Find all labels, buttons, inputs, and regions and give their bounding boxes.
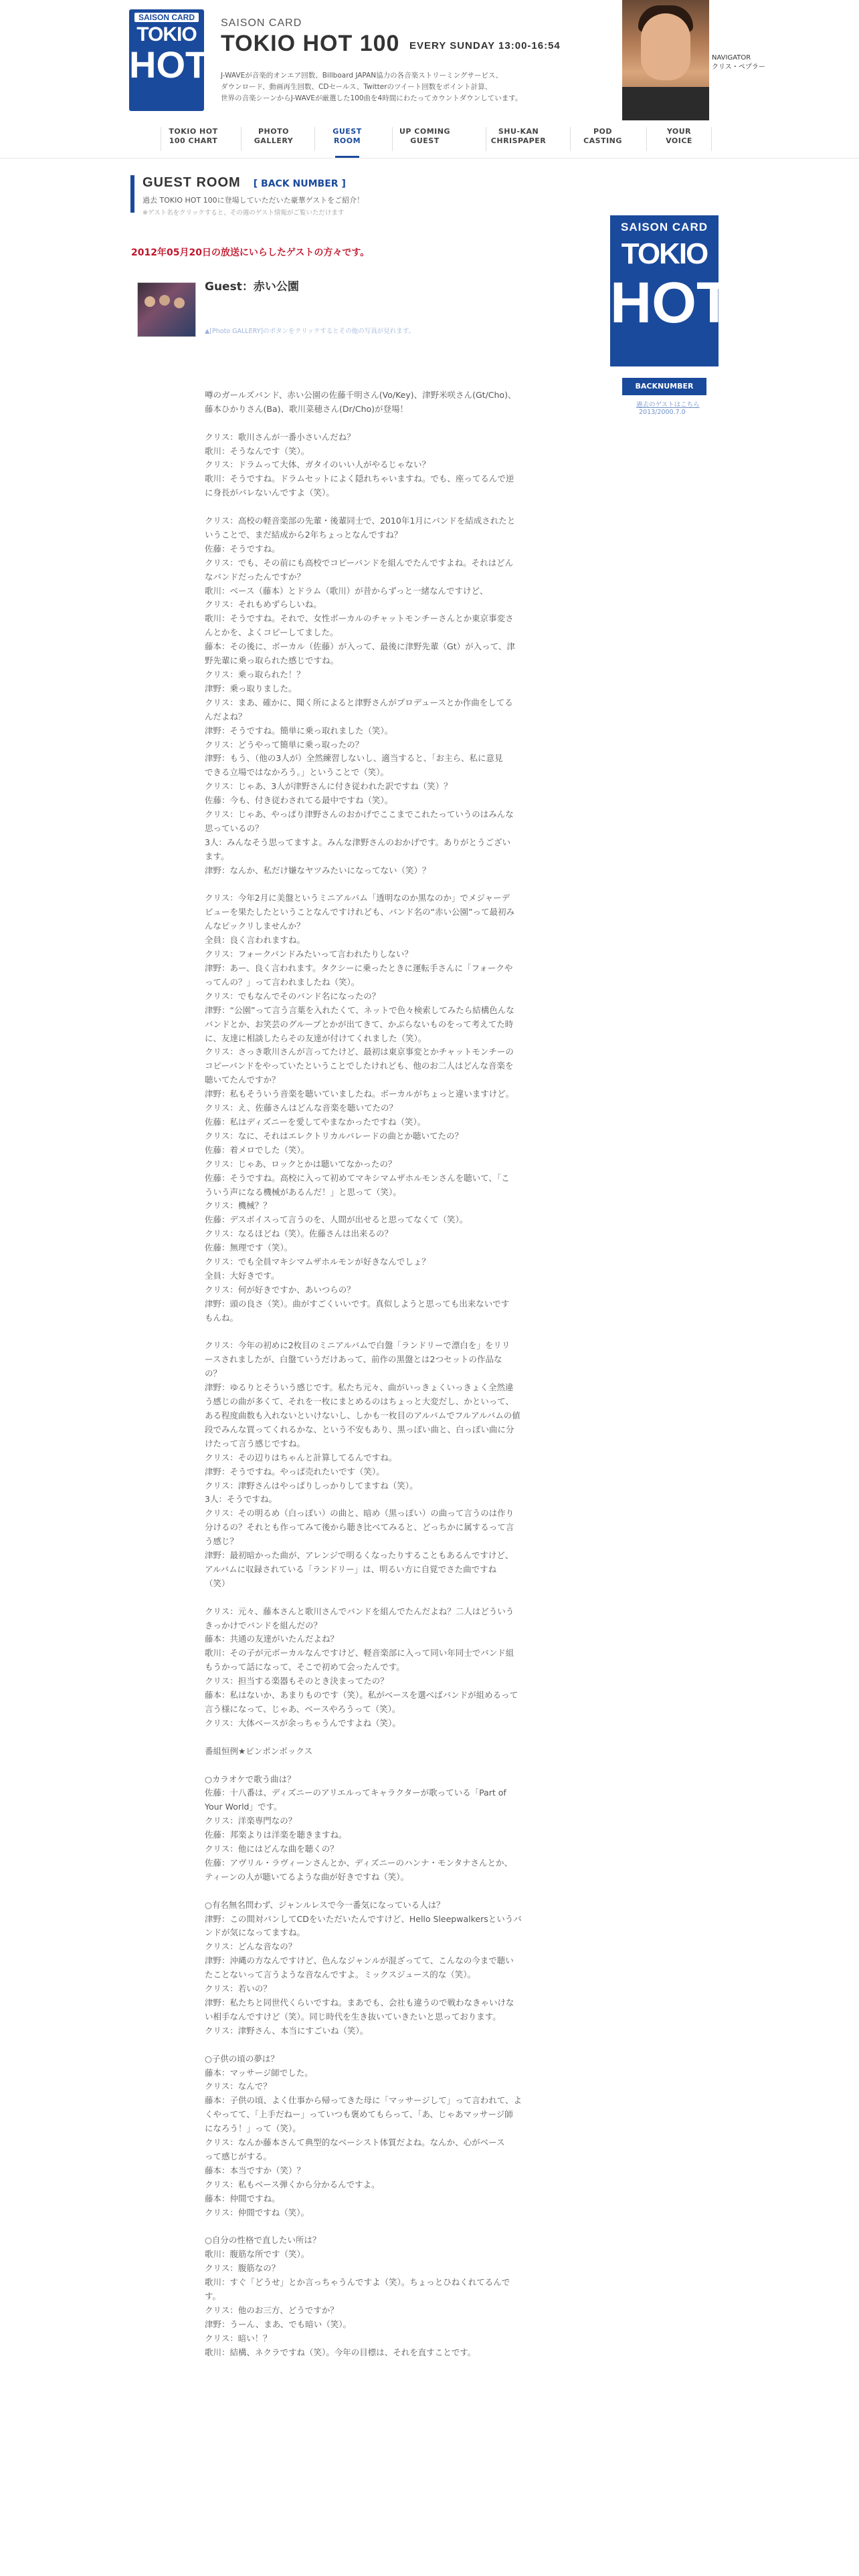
interview-line: 津野：うーん、まあ、でも暗い（笑）。 <box>205 2319 352 2329</box>
member-face <box>145 296 155 307</box>
interview-line: クリス：でもなんでそのバンド名になったの？ <box>205 990 381 1001</box>
interview-line: 津野：もう、（他の3人が）全然練習しないし、適当すると、「お主ら、私に意見 <box>205 753 503 764</box>
navigator-label <box>712 53 765 72</box>
interview-line: 津野：私もそういう音楽を聴いていましたね。ボーカルがちょっと違いますけど。 <box>205 1089 514 1099</box>
interview-line: クリス：他にはどんな曲を聴くの？ <box>205 1844 339 1854</box>
interview-line: クリス：大体ベースが余っちゃうんですよね（笑）。 <box>205 1717 401 1728</box>
interview-line: 言う様になって、じゃあ、ベースやろうって（笑）。 <box>205 1704 401 1714</box>
photo-gallery-note: ▲[Photo GALLERY]のボタンをクリックするとその他の写真が見れます。 <box>205 328 415 335</box>
interview-line: クリス：なんか藤本さんて典型的なベーシスト体質だよね。なんか、心がベース <box>205 2137 505 2148</box>
interview-line: 津野：頭の良さ（笑）。曲がすごくいいです。真似しようと思っても出来ないです <box>205 1298 510 1309</box>
interview-line: クリス：洋楽専門なの？ <box>205 1816 297 1826</box>
description-line: ダウンロード、動画再生回数、CDセールス、Twitterのツイート回数をポイント計算、 <box>221 83 492 91</box>
nav-label-line1: SHU-KAN <box>498 127 539 136</box>
interview-line: なバンドだったんですか？ <box>205 571 306 582</box>
sidebar-date-text: 2013/2000.7.0 <box>639 409 686 416</box>
interview-line: 歌川：そうですね。それで、女性ボーカルのチャットモンチーさんとか東京事変さ <box>205 613 514 624</box>
interview-line: 3人：そうですね。 <box>205 1494 277 1505</box>
nav-guest-room[interactable] <box>314 127 379 151</box>
interview-line: クリス：なに、それはエレクトリカルパレードの曲とか聴いてたの？ <box>205 1130 464 1141</box>
interview-line: クリス：津野さん、本当にすごいね（笑）。 <box>205 2025 369 2036</box>
nav-label-line2: GUEST <box>410 136 440 145</box>
interview-line: きっかけでバンドを組んだの？ <box>205 1620 322 1630</box>
interview-line: 津野：そうですね。簡単に乗っ取れました（笑）。 <box>205 725 393 736</box>
paragraph-gap <box>205 1591 539 1605</box>
interview-line: に、友達に相談したらその友達が付けてくれました（笑）。 <box>205 1033 427 1043</box>
guest-photo-thumbnail[interactable] <box>137 282 196 337</box>
interview-line: う感じの曲が多くて、それを一枚にまとめるのはちょっと大変だし、かといって、 <box>205 1396 514 1407</box>
interview-line: クリス：まあ、確かに、聞く所によると津野さんがプロデュースとか作曲をしてる <box>205 697 513 708</box>
guest-room-heading <box>130 175 365 217</box>
sidebar-logo-saison-card: SAISON CARD <box>620 221 708 233</box>
brand-title: TOKIO HOT 100 <box>221 31 400 56</box>
navigator-title: NAVIGATOR <box>712 54 751 62</box>
member-face <box>174 298 185 308</box>
interview-line: コピーバンドをやっていたということでしたけれども、他のお二人はどんな音楽を <box>205 1061 514 1071</box>
interview-line: クリス：さっき歌川さんが言ってたけど、最初は東京事変とかチャットモンチーの <box>205 1047 514 1057</box>
interview-line: 佐藤：デスボイスって言うのを、人間が出せると思ってなくて（笑）。 <box>205 1214 468 1225</box>
interview-line: んなピックリしませんか？ <box>205 921 305 932</box>
interview-line: たことないって言うような音なんですよ。ミックスジュース的な（笑）。 <box>205 1969 476 1980</box>
site-header <box>0 0 859 120</box>
interview-line: クリス：乗っ取られた！？ <box>205 669 305 679</box>
interview-line: クリス：どんな音なの？ <box>205 1941 297 1952</box>
paragraph-gap <box>205 374 539 389</box>
logo-saison-card: SAISON CARD <box>134 13 199 22</box>
nav-label-line1: YOUR <box>666 127 692 136</box>
page-note: ※ゲスト名をクリックすると、その週のゲスト情報がご覧いただけます <box>142 209 345 217</box>
broadcast-schedule: EVERY SUNDAY 13:00-16:54 <box>409 40 561 51</box>
sidebar-logo-hot: HOT <box>610 271 732 335</box>
interview-line: 藤本：マッサージ師でした。 <box>205 2067 313 2078</box>
interview-line: 聴いてたんですか？ <box>205 1075 280 1085</box>
interview-line: アルバムに収録されている「ランドリー」は、明るい方に自覚でさた曲ですね <box>205 1564 497 1574</box>
member-face <box>159 295 170 306</box>
interview-line: 津野：私たちと同世代くらいですね。まあでも、会社も違うので戦わなきゃいけな <box>205 1997 514 2008</box>
interview-line: ティーンの人が聴いてるような曲が好きですね（笑）。 <box>205 1871 409 1882</box>
interview-line: って感じがする。 <box>205 2151 272 2161</box>
nav-shukan-chrispaper[interactable] <box>486 127 551 151</box>
nav-photo-gallery[interactable] <box>241 127 306 151</box>
paragraph-gap <box>205 1759 539 1773</box>
interview-line: クリス：今年2月に美盤というミニアルバム「透明なのか黒なのか」でメジャーデ <box>205 893 510 903</box>
interview-line: 歌川：ベース（藤本）とドラム（歌川）が昔からずっと一緒なんですけど、 <box>205 585 488 596</box>
interview-line: ビューを果たしたということなんですけれども、バンド名の“赤い公園”って最初み <box>205 907 514 918</box>
interview-line: 津野：沖縄の方なんですけど、色んなジャンルが混ざってて、こんなの今まで聴い <box>205 1955 514 1966</box>
interview-line: んとかを、よくコピーしてました。 <box>205 627 339 638</box>
interview-line: クリス：ドラムって大体、ガタイのいい人がやるじゃない？ <box>205 459 431 470</box>
tokio-hot-100-logo[interactable] <box>129 9 209 111</box>
nav-label-line2: CHRISPAPER <box>490 136 547 145</box>
guest-name: Guest：赤い公園 <box>205 280 299 294</box>
main-navigation <box>0 120 859 158</box>
interview-line: 3人：みんなそう思ってますよ。みんな津野さんのおかげです。ありがとうござい <box>205 837 510 847</box>
paragraph-gap <box>205 500 539 514</box>
interview-line: クリス：仲間ですね（笑）。 <box>205 2207 310 2218</box>
interview-line: 津野：ゆるりとそういう感じです。私たち元々、曲がいっきょくいっきょく全然違 <box>205 1382 514 1393</box>
navigator-photo <box>622 0 709 120</box>
interview-line: クリス：その明るめ（白っぽい）の曲と、暗め（黒っぽい）の曲って言うのは作り <box>205 1508 514 1519</box>
backnumber-button[interactable]: BACKNUMBER <box>622 378 706 395</box>
nav-label-line1: PHOTO <box>258 127 289 136</box>
interview-line: 津野：あー、良く言われます。タクシーに乗ったときに運転手さんに「フォークや <box>205 963 513 973</box>
interview-line: 佐藤：着メロでした（笑）。 <box>205 1144 310 1155</box>
interview-line: 佐藤：そうですね。高校に入って初めてマキシマムザホルモンさんを聴いて、「こ <box>205 1172 510 1183</box>
interview-line: 藤本ひかりさん(Ba)、歌川菜穂さん(Dr/Cho)が登場！ <box>205 403 409 414</box>
nav-label-line1: UP COMING <box>399 127 451 136</box>
interview-line: ースされましたが、白盤ていうだけあって、前作の黒盤とは2つセットの作品な <box>205 1354 502 1365</box>
interview-line: クリス：腹筋なの？ <box>205 2263 280 2274</box>
interview-line: 佐藤：今も、付き従わされてる最中ですね（笑）。 <box>205 795 393 806</box>
interview-line: もうかって話になって、そこで初めて会ったんです。 <box>205 1662 405 1673</box>
interview-line: クリス：私もベース弾くから分かるんですよ。 <box>205 2179 380 2189</box>
interview-line: けたって言う感じですね。 <box>205 1438 306 1448</box>
interview-line: 佐藤：アヴリル・ラヴィーンさんとか、ディズニーのハンナ・モンタナさんとか、 <box>205 1857 513 1868</box>
interview-line: 歌川：結構、ネクラですね（笑）。今年の目標は、それを直すことです。 <box>205 2347 476 2357</box>
interview-line: できる立場ではなかろう。」ということで（笑）。 <box>205 767 389 778</box>
nav-label-line2: CASTING <box>583 136 622 145</box>
interview-line: になろう！」って（笑）。 <box>205 2123 301 2134</box>
paragraph-gap <box>205 417 539 431</box>
description-line: 世界の音楽シーンからJ-WAVEが厳選した100曲を4時間にわたってカウントダウンしています。 <box>221 94 522 102</box>
nav-your-voice[interactable] <box>646 127 712 151</box>
nav-label-line2: 100 CHART <box>169 136 218 145</box>
interview-line: 全員：大好きです。 <box>205 1270 280 1281</box>
interview-line: う感じ？ <box>205 1536 239 1547</box>
interview-line: クリス：歌川さんが一番小さいんだね？ <box>205 431 355 442</box>
interview-line: す。 <box>205 2290 221 2301</box>
interview-line: ○有名無名問わず、ジャンルレスで今一番気になっている人は？ <box>205 1899 445 1910</box>
interview-line: 歌川：そうですね。ドラムセットによく隠れちゃいますね。でも、座ってるんで逆 <box>205 473 514 484</box>
interview-line: 佐藤：無理です（笑）。 <box>205 1243 293 1253</box>
nav-label-line2: ROOM <box>333 136 361 145</box>
interview-line: クリス：機械？？ <box>205 1200 272 1211</box>
interview-line: くやってて、「上手だねー」っていつも褒めてもらって、「あ、じゃあマッサージ師 <box>205 2109 513 2120</box>
brand-saison-card: SAISON CARD <box>221 17 302 29</box>
interview-line: クリス：担当する楽器もそのとき決まってたの？ <box>205 1676 389 1687</box>
interview-line: クリス：元々、藤本さんと歌川さんでバンドを組んでたんだよね？二人はどういう <box>205 1606 514 1616</box>
interview-line: 分けるの？それとも作ってみて後から聴き比べてみると、どっちかに属するって言 <box>205 1522 514 1533</box>
paragraph-gap <box>205 1885 539 1899</box>
program-description <box>221 70 615 104</box>
interview-line: 津野：なんか、私だけ嫌なヤツみたいになってない（笑）？ <box>205 865 431 875</box>
nav-tokio-hot-100-chart[interactable] <box>161 127 225 151</box>
interview-line: ます。 <box>205 851 229 861</box>
logo-hot: HOT <box>129 43 209 86</box>
interview-line: 噂のガールズバンド、赤い公園の佐藤千明さん(Vo/Key)、津野米咲さん(Gt/Cho)、 <box>205 389 516 400</box>
interview-line: 津野：この間対バンしてCDをいただいたんですけど、Hello Sleepwalkersというバ <box>205 1913 522 1924</box>
interview-line: ンドが気になってますね。 <box>205 1927 306 1938</box>
description-line: J-WAVEが音楽的オンエア回数、Billboard JAPAN協力の各音楽ストリーミングサービス、 <box>221 72 503 80</box>
logo-tokio: TOKIO <box>136 23 197 45</box>
interview-line: クリス：じゃあ、ロックとかは聴いてなかったの？ <box>205 1158 397 1169</box>
page-subtitle: 過去 TOKIO HOT 100に登場していただいた豪華ゲストをご紹介！ <box>142 196 365 205</box>
interview-line: 思っているの？ <box>205 823 264 833</box>
nav-label-line2: GALLERY <box>254 136 294 145</box>
interview-line: クリス：でも全員マキシマムザホルモンが好きなんでしょ？ <box>205 1257 430 1267</box>
interview-line: クリス：暗い！？ <box>205 2333 272 2343</box>
back-number-link[interactable]: [ BACK NUMBER ] <box>253 179 346 189</box>
interview-line: もんね。 <box>205 1312 239 1323</box>
interview-line: ある程度曲数も入れないといけないし、しかも一枚目のアルバムでフルアルバムの値 <box>205 1410 520 1420</box>
interview-line: 藤本：子供の頃、よく仕事から帰ってきた母に「マッサージして」って言われて、よ <box>205 2095 522 2106</box>
interview-line: Your World」です。 <box>205 1802 282 1812</box>
interview-line: ○子供の頃の夢は？ <box>205 2053 279 2064</box>
interview-line: クリス：若いの？ <box>205 1983 272 1994</box>
paragraph-gap <box>205 1731 539 1745</box>
interview-line: （笑） <box>205 1578 230 1588</box>
interview-line: ○カラオケで歌う曲は？ <box>205 1774 296 1784</box>
navigator-shirt <box>622 87 709 120</box>
interview-line: クリス：でも、その前にも高校でコピーバンドを組んでたんですよね。それはどん <box>205 557 514 568</box>
nav-upcoming-guest[interactable] <box>392 127 457 151</box>
interview-line: 藤本：その後に、ボーカル（佐藤）が入って、最後に津野先輩（Gt）が入って、津 <box>205 641 515 652</box>
navigator-name: クリス・ペプラー <box>712 64 765 71</box>
interview-line: クリス：他のお三方、どうですか？ <box>205 2304 339 2315</box>
interview-line: クリス：え、佐藤さんはどんな音楽を聴いてたの？ <box>205 1103 398 1113</box>
interview-line: 佐藤：十八番は、ディズニーのアリエルってキャラクターが歌っている「Part of <box>205 1788 506 1798</box>
interview-line: 段でみんな買ってくれるかな、という不安もあり、黒っぽい曲と、白っぽい曲に分 <box>205 1424 514 1434</box>
interview-line: い相手なんですけど（笑）。同じ時代を生き抜いていきたいと思っております。 <box>205 2011 501 2022</box>
nav-label-line1: GUEST <box>332 127 362 136</box>
past-guests-link[interactable]: 過去のゲストはこちら <box>636 401 700 409</box>
interview-line: ういう声になる機械があるんだ！」と思って（笑）。 <box>205 1186 401 1197</box>
interview-line: 佐藤：邦楽よりは洋楽を聴きますね。 <box>205 1830 347 1840</box>
interview-line: 歌川：その子が元ボーカルなんですけど、軽音楽部に入って同い年同士でバンド組 <box>205 1648 514 1658</box>
interview-line: クリス：津野さんはやっぱりしっかりしてますね（笑）。 <box>205 1480 418 1491</box>
paragraph-gap <box>205 2220 539 2234</box>
interview-line: クリス：フォークバンドみたいって言われたりしない？ <box>205 949 413 960</box>
interview-line: 津野：乗っ取りました。 <box>205 683 297 693</box>
nav-label-line2: VOICE <box>666 136 692 145</box>
interview-line: いうことで、まだ結成から2年ちょっとなんですね？ <box>205 529 403 540</box>
interview-line: クリス：じゃあ、3人が津野さんに付き従われた訳ですね（笑）？ <box>205 781 452 792</box>
broadcast-date-heading: 2012年05月20日の放送にいらしたゲストの方々です。 <box>131 247 370 258</box>
interview-line: の？ <box>205 1368 222 1379</box>
interview-line: 歌川：すぐ「どうせ」とか言っちゃうんですよ（笑）。ちょっとひねくれてるんで <box>205 2277 510 2288</box>
navigator-face <box>641 13 690 80</box>
interview-line: 歌川：腹筋な所です（笑）。 <box>205 2249 310 2260</box>
interview-line: クリス：その辺りはちゃんと計算してるんですね。 <box>205 1452 397 1463</box>
interview-line: ○自分の性格で直したい所は？ <box>205 2235 321 2246</box>
paragraph-gap <box>205 878 539 892</box>
interview-line: クリス：どうやって簡単に乗っ取ったの？ <box>205 739 364 750</box>
interview-line: クリス：何が好きですか、あいつらの？ <box>205 1284 355 1295</box>
sidebar-logo-tokio: TOKIO <box>621 237 708 270</box>
interview-line: 全員：良く言われますね。 <box>205 935 306 946</box>
interview-line: クリス：高校の軽音楽部の先輩・後輩同士で、2010年1月にバンドを結成されたと <box>205 516 516 526</box>
interview-line: ってんの？」って言われましたね（笑）。 <box>205 976 360 987</box>
interview-line: クリス：それもめずらしいね。 <box>205 599 322 610</box>
page-title: GUEST ROOM <box>142 175 241 190</box>
nav-pod-casting[interactable] <box>570 127 635 151</box>
interview-line: 藤本：仲間ですね。 <box>205 2193 280 2204</box>
interview-transcript <box>205 374 539 2360</box>
interview-line: 野先輩に乗っ取られた感じですね。 <box>205 655 339 666</box>
interview-line: 津野：そうですね。やっぱ売れたいです（笑）。 <box>205 1466 385 1477</box>
interview-line: クリス：なんで？ <box>205 2081 272 2092</box>
interview-line: クリス：じゃあ、やっぱり津野さんのおかげでここまでこれたっていうのはみんな <box>205 809 514 820</box>
interview-line: 津野：“公園”って言う言葉を入れたくて、ネットで色々検索してみたら結構色んな <box>205 1004 514 1015</box>
interview-line: に身長がバレないんですよ（笑）。 <box>205 488 335 498</box>
paragraph-gap <box>205 2038 539 2052</box>
interview-line: 藤本：私はないか、あまりものです（笑）。私がベースを選べばバンドが組めるって <box>205 1690 518 1701</box>
interview-line: 番組恒例★ピンポンボックス <box>205 1745 313 1756</box>
interview-line: クリス：なるほどね（笑）。佐藤さんは出来るの？ <box>205 1228 393 1239</box>
paragraph-gap <box>205 1325 539 1339</box>
interview-line: 歌川：そうなんです（笑）。 <box>205 445 310 456</box>
sidebar-tokio-hot-100-logo[interactable] <box>610 215 732 366</box>
interview-line: クリス：今年の初めに2枚目のミニアルバムで白盤「ランドリーで漂白を」をリリ <box>205 1340 510 1351</box>
nav-label-line1: POD <box>593 127 613 136</box>
interview-line: バンドとか、お笑芸のグループとかが出てきて、かぶらないものをって考えてた時 <box>205 1018 514 1029</box>
interview-line: 藤本：共通の友達がいたんだよね？ <box>205 1634 339 1644</box>
interview-line: んだよね？ <box>205 711 247 722</box>
interview-line: 佐藤：そうですね。 <box>205 543 280 554</box>
nav-label-line1: TOKIO HOT <box>169 127 218 136</box>
interview-line: 藤本：本当ですか（笑）？ <box>205 2165 306 2175</box>
interview-line: 佐藤：私はディズニーを愛してやまなかったですね（笑）。 <box>205 1116 426 1127</box>
interview-line: 津野：最初暗かった曲が、アレンジで明るくなったりすることもあるんですけど、 <box>205 1550 514 1561</box>
